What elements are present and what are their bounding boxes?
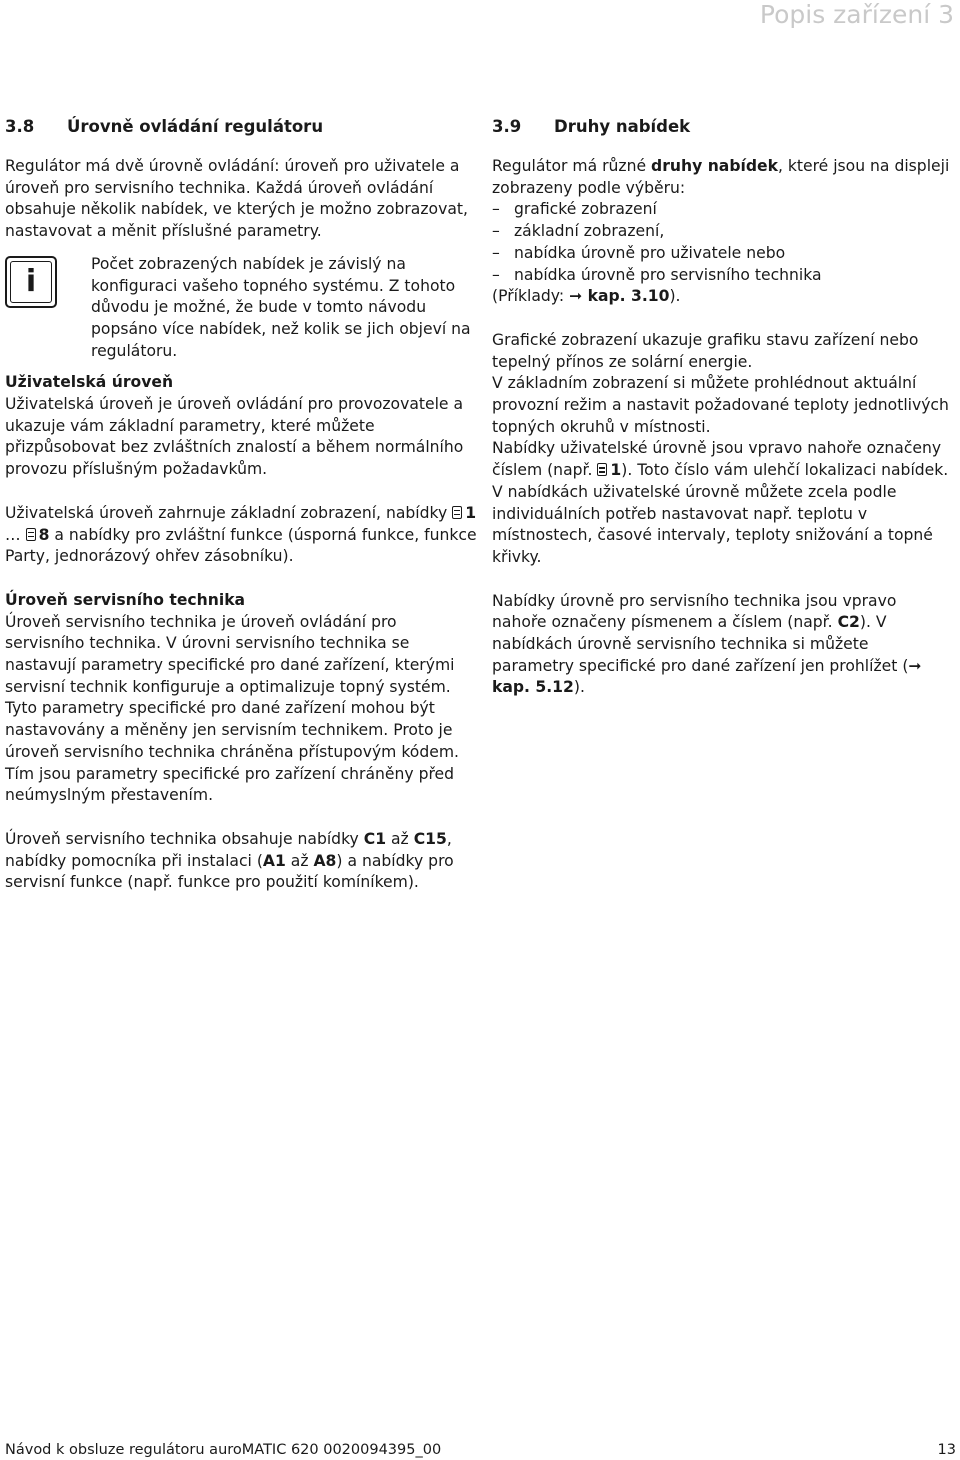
service-level-paragraph-1: Úroveň servisního technika je úroveň ovládání pro servisního technika. V úrovni servisního technika se nastavují parametry specifické pro dané zařízení, kterými servisní technik konfiguruje a optimalizuje topný systém. Tyto parametry specifické pro dané zařízení mohou být nastavovány a měněny jen servisním technikem. Proto je úroveň servisního technika chráněna přístupovým kódem. Tím jsou parametry specifické pro zařízení chráněny před neúmyslným přestavením.: [5, 612, 459, 805]
chapter-reference-3-10: ➞ kap. 3.10: [569, 287, 670, 306]
p4-text-a: Nabídky uživatelské úrovně jsou vpravo nahoře označeny číslem (např.: [492, 439, 942, 480]
menu-code-c15: C15: [413, 829, 447, 848]
user-level-paragraph-1: Uživatelská úroveň je úroveň ovládání pro provozovatele a ukazuje vám základní parametry, které můžete přizpůsobovat bez zvláštních znalostí a během normálního provozu příslušným požadavkům.: [5, 395, 464, 479]
section-heading-3-9: [492, 116, 954, 138]
footer-document-title: Návod k obsluze regulátoru auroMATIC 620 0020094395_00: [5, 1442, 442, 1458]
intro-paragraph: Regulátor má dvě úrovně ovládání: úroveň pro uživatele a úroveň pro servisního technika. Každá úroveň ovládání obsahuje několik nabídek, ve kterých je možno zobrazovat, nastavovat a měnit příslušné parametry.: [5, 157, 468, 241]
user-p2-ellipsis: …: [5, 525, 26, 544]
p1-text-b: , které jsou na displeji zobrazeny podle výběru:: [492, 157, 950, 197]
section-number: 3.9: [492, 117, 522, 136]
list-item: – základní zobrazení,: [492, 221, 954, 243]
service-menus-paragraph: [492, 591, 954, 700]
p4-text-b: ). Toto číslo vám ulehčí lokalizaci nabídek.: [621, 461, 949, 480]
menu-code-a1: A1: [262, 851, 286, 870]
menu-code-c1: C1: [363, 829, 387, 848]
right-column: [492, 116, 954, 699]
user-level-paragraph-2: [5, 503, 477, 568]
user-level-heading: Uživatelská úroveň: [5, 373, 174, 392]
menu-code-c2: C2: [837, 613, 860, 632]
menu-number-1: 1: [610, 461, 622, 480]
info-note-text: Počet zobrazených nabídek je závislý na konfiguraci vašeho topného systému. Z tohoto důvodu je možné, že bude v tomto návodu popsáno více nabídek, než kolik se jich objeví na regulátoru.: [91, 254, 471, 360]
page-footer: [5, 1440, 956, 1460]
examples-line: [492, 286, 954, 308]
info-icon-glyph: i: [25, 263, 37, 299]
list-item: – grafické zobrazení: [492, 199, 954, 221]
service-level-heading: Úroveň servisního technika: [5, 590, 246, 609]
section-title: Úrovně ovládání regulátoru: [67, 117, 324, 136]
list-item: – nabídka úrovně pro servisního technika: [492, 265, 954, 287]
p6-text-c: ).: [573, 678, 585, 697]
menu-icon: [597, 463, 607, 476]
chapter-reference-5-12: ➞ kap. 5.12: [492, 656, 922, 697]
page-header-title: Popis zařízení 3: [759, 0, 954, 29]
service-p2-az-1: až: [386, 829, 414, 848]
menu-icon: [452, 506, 462, 519]
section-title: Druhy nabídek: [554, 117, 691, 136]
basic-display-paragraph: V základním zobrazení si můžete prohlédnout aktuální provozní režim a nastavit požadované teploty jednotlivých topných okruhů v místnosti.: [492, 374, 949, 436]
section-number: 3.8: [5, 117, 35, 136]
user-p2-text-a: Uživatelská úroveň zahrnuje základní zobrazení, nabídky: [5, 503, 448, 522]
examples-text-b: ).: [669, 287, 681, 306]
p1-bold: druhy nabídek: [651, 157, 778, 175]
page-number: 13: [937, 1442, 956, 1458]
list-item: – nabídka úrovně pro uživatele nebo: [492, 243, 954, 265]
left-column: [5, 116, 477, 894]
service-p2-text-b: , nabídky pomocníka při instalaci (: [5, 829, 452, 870]
info-icon: [5, 256, 57, 308]
menu-types-intro: [492, 156, 954, 199]
menu-number-8: 8: [38, 525, 50, 544]
p6-text-a: Nabídky úrovně pro servisního technika jsou vpravo nahoře označeny písmenem a číslem (např.: [492, 591, 897, 632]
menu-types-list: [492, 199, 954, 286]
examples-text-a: (Příklady:: [492, 287, 570, 306]
user-settings-paragraph: V nabídkách uživatelské úrovně můžete zcela podle individuálních potřeb nastavovat např. teplotu v místnostech, časové intervaly, teploty snižování a topné křivky.: [492, 482, 933, 566]
p6-text-b: ). V nabídkách úrovně servisního technika si můžete parametry specifické pro dané zařízení jen prohlížet (: [492, 613, 909, 675]
service-p2-text-a: Úroveň servisního technika obsahuje nabídky: [5, 829, 364, 848]
menu-code-a8: A8: [313, 851, 337, 870]
p1-text-a: Regulátor má různé: [492, 157, 652, 175]
service-p2-az-2: až: [285, 851, 314, 870]
menu-number-1: 1: [465, 503, 477, 522]
user-p2-text-b: a nabídky pro zvláštní funkce (úsporná funkce, funkce Party, jednorázový ohřev zásobníku).: [5, 525, 477, 566]
info-note: [5, 254, 477, 363]
graphic-display-paragraph: Grafické zobrazení ukazuje grafiku stavu zařízení nebo tepelný přínos ze solární energie.: [492, 330, 919, 371]
user-menus-paragraph: [492, 438, 954, 481]
service-p2-text-c: ) a nabídky pro servisní funkce (např. funkce pro použití komíníkem).: [5, 851, 454, 892]
menu-icon: [26, 528, 36, 541]
section-heading-3-8: [5, 116, 477, 138]
service-level-paragraph-2: [5, 829, 477, 894]
